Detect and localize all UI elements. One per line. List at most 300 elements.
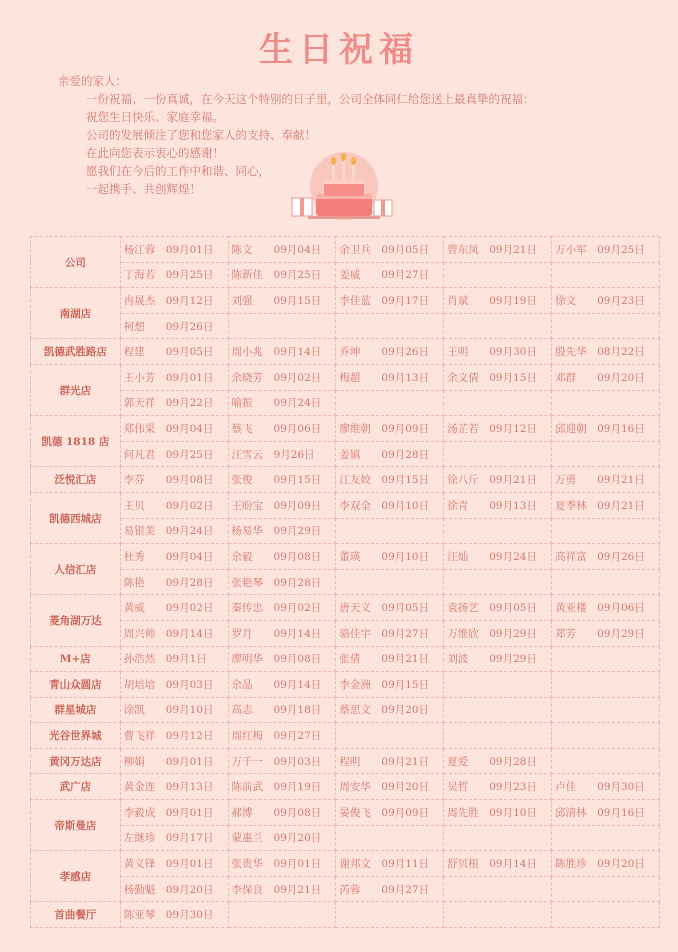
employee-cell — [228, 825, 336, 851]
birthday-date: 09月18日 — [273, 704, 322, 717]
employee-name: 涂凯 — [123, 704, 145, 717]
employee-cell — [336, 313, 444, 339]
employee-cell — [552, 748, 660, 774]
employee-cell — [336, 416, 444, 442]
employee-cell — [228, 518, 336, 544]
store-name: 公司 — [31, 237, 121, 288]
employee-name: 杨江蓉 — [123, 243, 156, 256]
employee-name: 周安华 — [339, 781, 371, 794]
employee-name: 徐文 — [555, 294, 577, 307]
employee-cell — [336, 390, 444, 416]
table-row — [31, 364, 660, 390]
birthday-date: 09月30日 — [489, 346, 537, 359]
birthday-date: 09月25日 — [165, 448, 214, 461]
employee-cell — [228, 902, 336, 928]
store-name: 群光店 — [31, 364, 121, 415]
employee-cell — [444, 288, 552, 314]
store-name: 青山众圆店 — [31, 672, 121, 698]
employee-cell — [336, 800, 444, 826]
employee-cell — [552, 390, 660, 416]
employee-cell — [228, 595, 336, 621]
birthday-date: 09月04日 — [273, 243, 322, 256]
employee-cell — [444, 876, 552, 902]
birthday-date: 09月01日 — [165, 243, 214, 256]
birthday-date: 09月19日 — [273, 781, 322, 794]
birthday-date: 09月25日 — [273, 269, 322, 282]
birthday-date: 09月08日 — [273, 550, 322, 563]
birthday-date: 09月03日 — [165, 678, 214, 691]
employee-cell — [120, 672, 228, 698]
employee-cell — [336, 646, 444, 672]
employee-cell — [552, 697, 660, 723]
birthday-date: 09月14日 — [165, 627, 214, 640]
birthday-date: 09月17日 — [381, 294, 430, 307]
table-row — [31, 390, 660, 416]
employee-name: 黄威 — [123, 602, 145, 615]
employee-cell — [444, 313, 552, 339]
employee-name: 舒贝根 — [447, 858, 479, 871]
birthday-date: 09月08日 — [165, 474, 214, 487]
employee-name: 李毅成 — [123, 806, 156, 819]
table-row — [31, 441, 660, 467]
employee-cell — [552, 723, 660, 749]
table-row — [31, 902, 660, 928]
employee-name: 杜秀 — [123, 550, 145, 563]
store-name: 菱角湖万达 — [31, 595, 121, 646]
employee-cell — [336, 697, 444, 723]
birthday-date: 09月01日 — [165, 371, 214, 384]
employee-name: 徐八斤 — [447, 474, 479, 487]
employee-cell — [228, 569, 336, 595]
employee-cell — [120, 288, 228, 314]
birthday-date: 09月13日 — [489, 499, 537, 512]
employee-cell — [444, 544, 552, 570]
employee-name: 万勇 — [555, 474, 577, 487]
employee-cell — [228, 876, 336, 902]
employee-name: 蒙惠兰 — [231, 832, 264, 845]
birthday-date: 09月08日 — [273, 806, 322, 819]
table-row — [31, 237, 660, 263]
birthday-date: 09月27日 — [381, 269, 430, 282]
birthday-date: 09月20日 — [165, 883, 214, 896]
employee-name: 晏俊飞 — [339, 806, 371, 819]
table-row — [31, 518, 660, 544]
employee-cell — [444, 825, 552, 851]
employee-cell — [120, 492, 228, 518]
employee-name: 陈文 — [231, 243, 253, 256]
employee-cell — [552, 851, 660, 877]
employee-name: 唐天义 — [339, 602, 371, 615]
store-name: 孝感店 — [31, 851, 121, 902]
employee-name: 徐青 — [447, 499, 469, 512]
employee-name: 高祥富 — [555, 550, 587, 563]
employee-cell — [228, 441, 336, 467]
employee-cell — [228, 313, 336, 339]
employee-cell — [228, 672, 336, 698]
employee-name: 孙浩然 — [123, 653, 156, 666]
employee-name: 乔坤 — [339, 346, 361, 359]
employee-cell — [444, 800, 552, 826]
store-name: 凯德西城店 — [31, 492, 121, 543]
employee-cell — [120, 416, 228, 442]
birthday-date: 09月27日 — [381, 627, 430, 640]
birthday-cake-icon — [288, 150, 398, 222]
employee-name: 蔡飞 — [231, 422, 253, 435]
birthday-date: 09月28日 — [273, 576, 322, 589]
employee-cell — [444, 672, 552, 698]
table-row — [31, 544, 660, 570]
employee-cell — [336, 595, 444, 621]
employee-cell — [444, 390, 552, 416]
employee-name: 秦传忠 — [231, 602, 264, 615]
employee-cell — [120, 595, 228, 621]
birthday-date: 09月21日 — [597, 499, 645, 512]
greeting-line: 一份祝福、一份真诚，在今天这个特别的日子里，公司全体同仁给您送上最真挚的祝福： — [86, 92, 535, 106]
employee-name: 余晓芳 — [231, 371, 264, 384]
employee-cell — [444, 902, 552, 928]
birthday-date: 09月30日 — [597, 781, 645, 794]
employee-name: 柳娟 — [123, 755, 145, 768]
employee-name: 江友姣 — [339, 474, 371, 487]
birthday-date: 09月08日 — [273, 653, 322, 666]
birthday-date: 09月23日 — [489, 781, 537, 794]
employee-name: 黄义锋 — [123, 858, 156, 871]
employee-name: 邱迎朝 — [555, 422, 587, 435]
employee-cell — [444, 262, 552, 288]
employee-cell — [336, 518, 444, 544]
birthday-date: 08月22日 — [597, 346, 645, 359]
employee-name: 廖维朝 — [339, 422, 371, 435]
store-name: 南湖店 — [31, 288, 121, 339]
employee-cell — [552, 774, 660, 800]
employee-name: 万千一 — [231, 755, 264, 768]
employee-name: 汪灿 — [447, 550, 469, 563]
birthday-date: 09月12日 — [489, 422, 537, 435]
greeting-line: 亲爱的家人： — [58, 74, 127, 88]
employee-cell — [120, 723, 228, 749]
birthday-date: 09月10日 — [165, 704, 214, 717]
birthday-date: 09月29日 — [597, 627, 645, 640]
employee-name: 张艳琴 — [231, 576, 264, 589]
birthday-date: 09月02日 — [165, 499, 214, 512]
employee-cell — [120, 774, 228, 800]
greeting-line: 祝您生日快乐、家庭幸福。 — [86, 110, 224, 124]
birthday-date: 09月15日 — [273, 474, 322, 487]
birthday-date: 09月21日 — [597, 474, 645, 487]
employee-name: 李双全 — [339, 499, 371, 512]
birthday-date: 09月14日 — [273, 346, 322, 359]
employee-name: 张贵华 — [231, 858, 264, 871]
employee-cell — [444, 364, 552, 390]
employee-cell — [552, 467, 660, 493]
employee-cell — [552, 339, 660, 365]
table-row — [31, 774, 660, 800]
birthday-date: 09月29日 — [489, 653, 537, 666]
employee-name: 余卫兵 — [339, 243, 371, 256]
birthday-date: 09月21日 — [381, 653, 430, 666]
page-title: 生日祝福 — [259, 30, 419, 70]
birthday-date: 09月13日 — [165, 781, 214, 794]
store-name: M+店 — [31, 646, 121, 672]
employee-cell — [552, 518, 660, 544]
table-row — [31, 876, 660, 902]
store-name: 黄冈万达店 — [31, 748, 121, 774]
employee-cell — [228, 288, 336, 314]
employee-name: 郭天祥 — [123, 397, 156, 410]
birthday-date: 09月20日 — [381, 781, 430, 794]
employee-name: 罗月 — [231, 627, 253, 640]
employee-cell — [120, 313, 228, 339]
employee-name: 殷先华 — [555, 346, 587, 359]
employee-cell — [552, 237, 660, 263]
table-row — [31, 620, 660, 646]
store-name: 凯德武胜路店 — [31, 339, 121, 365]
employee-cell — [552, 595, 660, 621]
employee-name: 吴哲 — [447, 781, 469, 794]
birthday-date: 09月10日 — [381, 550, 430, 563]
birthday-date: 09月06日 — [597, 602, 645, 615]
employee-name: 易银美 — [123, 525, 156, 538]
employee-name: 谢邦文 — [339, 858, 371, 871]
employee-name: 姜镇 — [339, 448, 361, 461]
birthday-date: 09月1日 — [165, 653, 207, 666]
store-name: 群星城店 — [31, 697, 121, 723]
employee-cell — [120, 825, 228, 851]
employee-cell — [444, 492, 552, 518]
employee-cell — [444, 339, 552, 365]
employee-cell — [336, 672, 444, 698]
employee-cell — [336, 851, 444, 877]
employee-cell — [228, 416, 336, 442]
birthday-date: 09月20日 — [381, 704, 430, 717]
employee-cell — [552, 364, 660, 390]
employee-name: 汤芷若 — [447, 422, 479, 435]
employee-name: 陈胜珍 — [555, 858, 587, 871]
birthday-date: 09月23日 — [597, 294, 645, 307]
employee-name: 郑伟果 — [123, 422, 156, 435]
employee-cell — [552, 544, 660, 570]
employee-name: 程明 — [339, 755, 361, 768]
store-name: 武广店 — [31, 774, 121, 800]
birthday-date: 09月17日 — [165, 832, 214, 845]
employee-name: 程建 — [123, 346, 145, 359]
employee-name: 周小兆 — [231, 346, 264, 359]
table-row — [31, 313, 660, 339]
employee-cell — [228, 851, 336, 877]
employee-cell — [552, 288, 660, 314]
employee-cell — [552, 876, 660, 902]
employee-cell — [336, 825, 444, 851]
employee-cell — [552, 416, 660, 442]
birthday-date: 09月05日 — [381, 602, 430, 615]
birthday-date: 09月11日 — [381, 858, 430, 871]
table-row — [31, 339, 660, 365]
employee-name: 郝博 — [231, 806, 253, 819]
birthday-date: 09月28日 — [165, 576, 214, 589]
employee-cell — [120, 237, 228, 263]
employee-name: 汪雪云 — [231, 448, 264, 461]
employee-name: 李佳蓝 — [339, 294, 371, 307]
employee-name: 廖明华 — [231, 653, 264, 666]
employee-cell — [228, 697, 336, 723]
birthday-date: 09月09日 — [381, 806, 430, 819]
employee-cell — [444, 723, 552, 749]
birthday-date: 09月12日 — [165, 294, 214, 307]
birthday-date: 09月14日 — [489, 858, 537, 871]
birthday-date: 09月16日 — [597, 422, 645, 435]
employee-name: 郑芳 — [555, 627, 577, 640]
employee-name: 肖斌 — [447, 294, 469, 307]
birthday-date: 09月01日 — [165, 858, 214, 871]
birthday-date: 9月26日 — [273, 448, 315, 461]
birthday-date: 09月22日 — [165, 397, 214, 410]
birthday-date: 09月09日 — [381, 422, 430, 435]
birthday-date: 09月01日 — [273, 858, 322, 871]
birthday-date: 09月27日 — [381, 883, 430, 896]
employee-cell — [228, 467, 336, 493]
table-row — [31, 748, 660, 774]
employee-cell — [444, 646, 552, 672]
birthday-date: 09月04日 — [165, 422, 214, 435]
employee-cell — [444, 620, 552, 646]
employee-cell — [336, 441, 444, 467]
employee-name: 李保良 — [231, 883, 264, 896]
birthday-date: 09月14日 — [273, 627, 322, 640]
employee-cell — [552, 262, 660, 288]
employee-cell — [336, 620, 444, 646]
birthday-date: 09月05日 — [489, 602, 537, 615]
employee-cell — [228, 364, 336, 390]
employee-cell — [336, 237, 444, 263]
birthday-date: 09月15日 — [381, 678, 430, 691]
employee-name: 周红梅 — [231, 730, 264, 743]
greeting-line: 愿我们在今后的工作中和谐、同心， — [86, 164, 270, 178]
employee-cell — [120, 748, 228, 774]
greeting-line: 在此向您表示衷心的感谢！ — [86, 146, 224, 160]
employee-cell — [336, 748, 444, 774]
employee-cell — [444, 774, 552, 800]
table-row — [31, 262, 660, 288]
birthday-date: 09月29日 — [489, 627, 537, 640]
birthday-date: 09月06日 — [273, 422, 322, 435]
employee-name: 杨勤魁 — [123, 883, 156, 896]
employee-cell — [552, 492, 660, 518]
employee-name: 高志 — [231, 704, 253, 717]
employee-name: 王盼宝 — [231, 499, 264, 512]
employee-cell — [228, 723, 336, 749]
table-row — [31, 595, 660, 621]
employee-cell — [552, 569, 660, 595]
employee-cell — [120, 441, 228, 467]
store-name: 帝斯曼店 — [31, 800, 121, 851]
employee-name: 陈艳 — [123, 576, 145, 589]
employee-name: 蔡思文 — [339, 704, 371, 717]
birthday-date: 09月30日 — [165, 909, 214, 922]
employee-cell — [120, 364, 228, 390]
birthday-date: 09月09日 — [273, 499, 322, 512]
birthday-date: 09月21日 — [273, 883, 322, 896]
birthday-date: 09月29日 — [273, 525, 322, 538]
employee-name: 杨易华 — [231, 525, 264, 538]
employee-name: 冉晟杰 — [123, 294, 156, 307]
employee-cell — [444, 441, 552, 467]
table-row — [31, 672, 660, 698]
employee-cell — [552, 672, 660, 698]
birthday-roster-table — [30, 236, 660, 928]
employee-name: 丁海若 — [123, 269, 156, 282]
employee-cell — [120, 467, 228, 493]
employee-cell — [336, 544, 444, 570]
employee-name: 万小军 — [555, 243, 587, 256]
birthday-date: 09月13日 — [381, 371, 430, 384]
birthday-date: 09月05日 — [165, 346, 214, 359]
employee-name: 梅超 — [339, 371, 361, 384]
employee-cell — [444, 851, 552, 877]
employee-cell — [228, 646, 336, 672]
employee-name: 陈前武 — [231, 781, 264, 794]
employee-cell — [552, 646, 660, 672]
employee-cell — [120, 262, 228, 288]
employee-cell — [120, 390, 228, 416]
birthday-date: 09月02日 — [273, 602, 322, 615]
employee-cell — [552, 441, 660, 467]
employee-name: 陈新佳 — [231, 269, 264, 282]
birthday-date: 09月12日 — [165, 730, 214, 743]
store-name: 首曲餐厅 — [31, 902, 121, 928]
birthday-date: 09月02日 — [273, 371, 322, 384]
employee-cell — [336, 339, 444, 365]
employee-name: 张俊 — [231, 474, 253, 487]
employee-cell — [336, 774, 444, 800]
employee-name: 邱清林 — [555, 806, 587, 819]
employee-cell — [120, 620, 228, 646]
employee-name: 周先胜 — [447, 806, 479, 819]
birthday-date: 09月02日 — [165, 602, 214, 615]
birthday-date: 09月04日 — [165, 550, 214, 563]
employee-name: 何凡君 — [123, 448, 156, 461]
table-row — [31, 646, 660, 672]
birthday-date: 09月16日 — [597, 806, 645, 819]
table-row — [31, 723, 660, 749]
employee-cell — [120, 569, 228, 595]
employee-name: 夏季林 — [555, 499, 587, 512]
table-row — [31, 800, 660, 826]
employee-cell — [444, 518, 552, 544]
birthday-date: 09月01日 — [165, 755, 214, 768]
employee-cell — [444, 697, 552, 723]
birthday-date: 09月05日 — [381, 243, 430, 256]
table-row — [31, 416, 660, 442]
employee-name: 柯想 — [123, 320, 145, 333]
employee-cell — [552, 902, 660, 928]
birthday-date: 09月24日 — [273, 397, 322, 410]
birthday-date: 09月15日 — [489, 371, 537, 384]
birthday-date: 09月28日 — [489, 755, 537, 768]
birthday-date: 09月10日 — [381, 499, 430, 512]
employee-cell — [228, 237, 336, 263]
employee-cell — [336, 492, 444, 518]
employee-cell — [552, 313, 660, 339]
birthday-date: 09月21日 — [489, 474, 537, 487]
employee-name: 余毅 — [231, 550, 253, 563]
employee-name: 李金洲 — [339, 678, 371, 691]
employee-name: 姜威 — [339, 269, 361, 282]
employee-cell — [444, 467, 552, 493]
employee-cell — [120, 339, 228, 365]
employee-cell — [228, 492, 336, 518]
employee-name: 卢佳 — [555, 781, 577, 794]
employee-cell — [336, 723, 444, 749]
